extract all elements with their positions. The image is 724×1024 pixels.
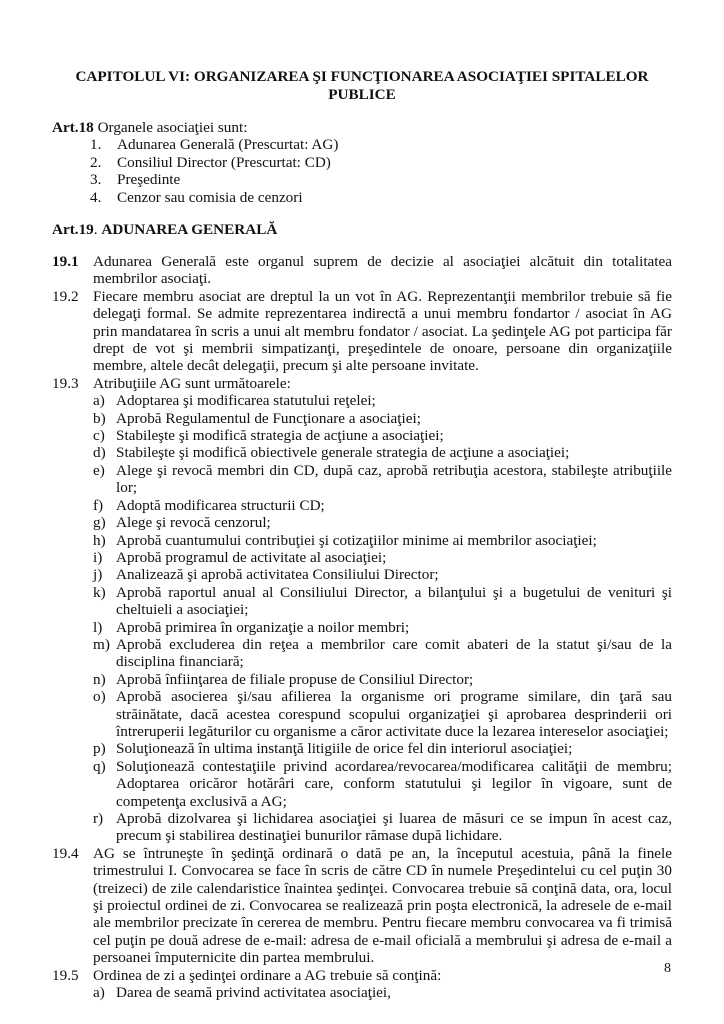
list-item-text: Aprobă primirea în organizaţie a noilor membri;: [116, 618, 410, 636]
list-item: [93, 497, 672, 514]
list-item: [93, 584, 672, 619]
list-item: [93, 532, 672, 549]
list-item-text: Aprobă dizolvarea şi lichidarea asociaţiei şi luarea de măsuri ce se impun în acest caz, precum şi stabilirea destinaţiei bunurilor rămase după lichidare.: [116, 810, 672, 845]
list-item-text: Darea de seamă privind activitatea asociaţiei,: [116, 984, 391, 1002]
article-18-label: Art.18: [52, 119, 94, 136]
list-marker: q): [93, 757, 106, 775]
article-19-sections: [52, 253, 672, 1001]
list-marker: d): [93, 444, 106, 462]
organs-list: [52, 136, 672, 206]
list-item: [93, 427, 672, 444]
list-item-text: Aprobă înfiinţarea de filiale propuse de Consiliul Director;: [116, 670, 474, 688]
list-marker: m): [93, 635, 110, 653]
list-marker: g): [93, 514, 106, 532]
list-marker: a): [93, 984, 105, 1002]
list-item: [52, 189, 672, 206]
list-item: [93, 566, 672, 583]
list-marker: c): [93, 427, 105, 445]
list-item-text: Cenzor sau comisia de cenzori: [117, 188, 303, 206]
list-marker: b): [93, 409, 106, 427]
list-marker: f): [93, 496, 104, 514]
section-text: AG se întruneşte în şedinţă ordinară o dată pe an, la începutul acestuia, până la finele trimestrului I. Convocarea se face în scris de către CD în numele Preşedintelui cu cel puţin 30 (treizeci) de zile calendaristice înaintea şedinţei. Convocarea trebuie să conţină data, ora, locul şi proiectul ordinei de zi. Convocarea se realizează prin poşta electronică, la adresele de e-mail ale membrilor precizate în cererea de membru. Pentru fiecare membru convocarea va fi trimisă cel puţin pe două adrese de e-mail: adresa de e-mail oficială a membrului şi adresa de e-mail a persoanei împuternicite din partea membrului.: [93, 844, 672, 967]
article-18-intro-text: Organele asociaţiei sunt:: [93, 119, 248, 136]
list-item: [93, 688, 672, 740]
section-19-1: [52, 253, 672, 288]
list-item: [93, 462, 672, 497]
list-item: [93, 810, 672, 845]
section-number: 19.3: [52, 374, 79, 392]
list-item-text: Soluţionează contestaţiile privind acordarea/revocarea/modificarea calităţii de membru; Adoptarea oricăror hotărâri care, conform statutului şi legilor în vigoare, sunt de competenţa exclusivă a AG;: [116, 757, 672, 810]
list-marker: e): [93, 461, 105, 479]
list-item: [93, 392, 672, 409]
list-item-text: Consiliul Director (Prescurtat: CD): [117, 153, 331, 171]
article-18: [52, 119, 672, 206]
article-19-label: Art.19: [52, 221, 94, 238]
section-text: Adunarea Generală este organul suprem de decizie al asociaţiei alcătuit din totalitatea membrilor asociaţi.: [93, 253, 672, 288]
list-item-text: Stabileşte şi modifică strategia de acţiune a asociaţiei;: [116, 427, 444, 445]
list-item: [93, 444, 672, 461]
list-item: [93, 740, 672, 757]
list-marker: i): [93, 548, 103, 566]
section-number: 19.5: [52, 966, 79, 984]
list-item-text: Aprobă excluderea din reţea a membrilor care comit abateri de la statut şi/sau de la disciplina financiară;: [116, 635, 672, 671]
list-marker: h): [93, 531, 106, 549]
section-19-3: [52, 375, 672, 845]
section-number: 19.1: [52, 253, 79, 270]
list-marker: j): [93, 566, 103, 584]
list-item-text: Aprobă raportul anual al Consiliului Director, a bilanţului şi a bugetului de venituri şi cheltuieli a asociaţiei;: [116, 583, 672, 619]
article-19-title: ADUNAREA GENERALĂ: [101, 221, 278, 238]
ag-attributions-list: [93, 392, 672, 845]
list-marker: k): [93, 583, 106, 601]
list-marker: p): [93, 740, 106, 758]
list-marker: r): [93, 810, 104, 827]
section-text: Fiecare membru asociat are dreptul la un vot în AG. Reprezentanţii membrilor trebuie să fie delegaţi formal. Se admite reprezentarea indirectă a unui membru fondartor / asociat în AG prin mandatarea în scris a unui alt membru fondator / asociat. La şedinţele AG pot participa făr drept de vot şi membrii simpatizanţi, preşedintele de onoare, persoane din organizaţiile membre, altele decât delegaţii, precum şi alte persoane invitate.: [93, 287, 672, 375]
list-item-text: Aprobă Regulamentul de Funcţionare a asociaţiei;: [116, 409, 421, 427]
list-marker: l): [93, 618, 103, 636]
list-item-text: Aprobă asocierea şi/sau afilierea la organisme ori programe similare, din ţară sau străinătate, dacă acestea corespund scopului organizaţiei şi aprobarea desprinderii ori întreruperii legăturilor cu organisme a căror activitate duce la lezarea intereselor asociaţiei;: [116, 688, 672, 740]
list-item-text: Stabileşte şi modifică obiectivele generale strategia de acţiune a asociaţiei;: [116, 444, 570, 462]
list-item: [93, 984, 672, 1001]
section-number: 19.4: [52, 844, 79, 862]
list-item-text: Analizează şi aprobă activitatea Consiliului Director;: [116, 566, 439, 584]
list-item: [93, 636, 672, 671]
list-item: [93, 410, 672, 427]
list-item: [52, 171, 672, 188]
article-18-intro: [52, 119, 672, 136]
list-item: [93, 758, 672, 810]
list-item: [93, 514, 672, 531]
list-item-text: Aprobă cuantumului contribuţiei şi cotizaţiilor minime ai membrilor asociaţiei;: [116, 531, 597, 549]
agenda-list: [93, 984, 672, 1001]
list-marker: o): [93, 688, 106, 706]
list-item-text: Soluţionează în ultima instanţă litigiile de orice fel din interiorul asociaţiei;: [116, 740, 573, 758]
list-marker: 2.: [90, 153, 102, 171]
list-marker: n): [93, 670, 106, 688]
section-19-2: [52, 288, 672, 375]
chapter-title: CAPITOLUL VI: ORGANIZAREA ŞI FUNCŢIONAREA ASOCIAŢIEI SPITALELOR PUBLICE: [75, 68, 649, 103]
list-item-text: Preşedinte: [117, 171, 181, 189]
section-19-4: [52, 845, 672, 967]
list-item: [52, 136, 672, 153]
list-marker: a): [93, 392, 105, 410]
list-item-text: Adunarea Generală (Prescurtat: AG): [117, 136, 339, 154]
list-item: [93, 549, 672, 566]
list-item-text: Aprobă programul de activitate al asociaţiei;: [116, 548, 387, 566]
section-text: Atribuţiile AG sunt următoarele:: [93, 374, 291, 392]
list-item-text: Alege şi revocă membri din CD, după caz, aprobă retribuţia acestora, stabileşte atribuţiile lor;: [116, 461, 672, 497]
list-item-text: Alege şi revocă cenzorul;: [116, 514, 271, 532]
list-item: [93, 671, 672, 688]
list-item: [93, 619, 672, 636]
list-item-text: Adoptă modificarea structurii CD;: [116, 496, 325, 514]
section-number: 19.2: [52, 287, 79, 305]
list-item-text: Adoptarea şi modificarea statutului reţelei;: [116, 392, 376, 410]
section-19-5: [52, 967, 672, 1002]
list-item: [52, 154, 672, 171]
page-number: 8: [664, 961, 671, 976]
list-marker: 3.: [90, 171, 102, 189]
list-marker: 4.: [90, 188, 102, 206]
article-19-separator: .: [93, 221, 102, 238]
list-marker: 1.: [90, 136, 102, 154]
article-19-heading: [52, 221, 277, 238]
section-text: Ordinea de zi a şedinţei ordinare a AG trebuie să conţină:: [93, 966, 442, 984]
